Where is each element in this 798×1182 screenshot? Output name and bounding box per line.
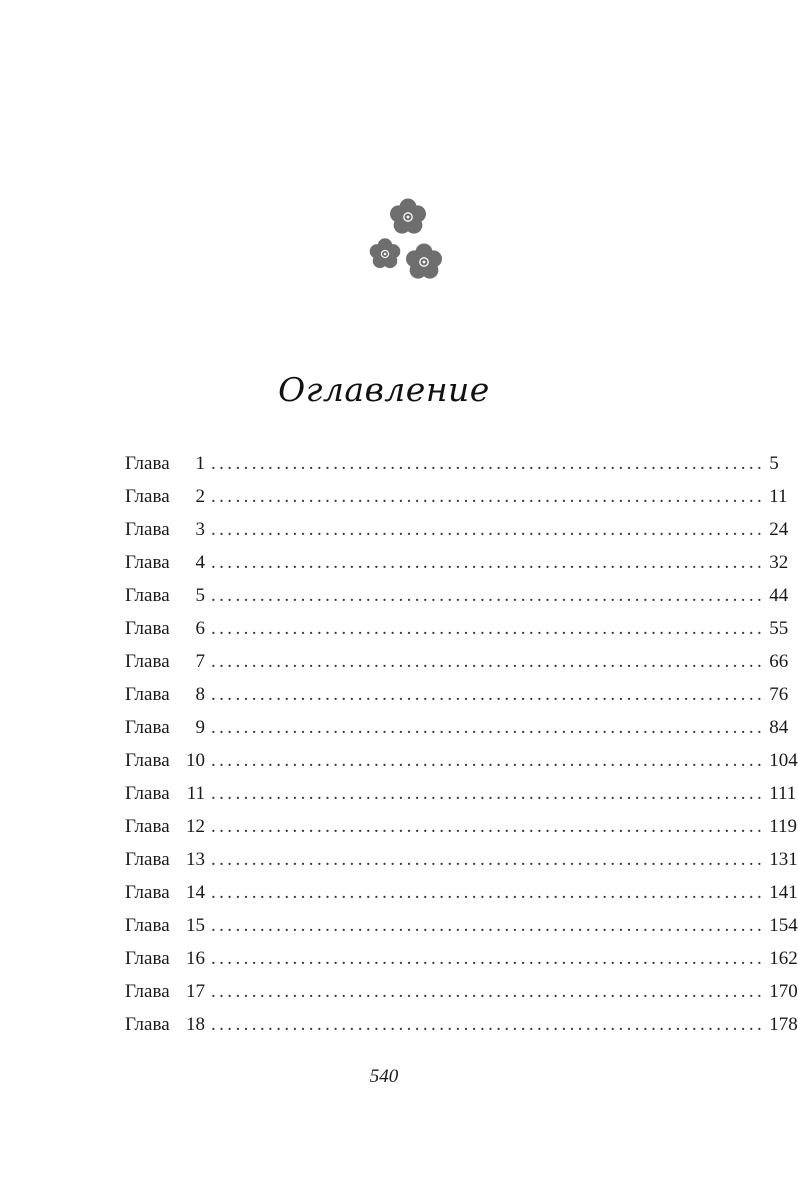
- toc-entry-chapter: 16: [186, 948, 205, 969]
- toc-entry-label: Глава: [125, 453, 170, 474]
- toc-entry-page: 32: [769, 552, 789, 573]
- toc-entry-label: Глава: [125, 618, 170, 639]
- toc-entry-page: 104: [769, 750, 798, 771]
- toc-entry: [125, 683, 789, 716]
- toc-entry-page: 5: [769, 453, 779, 474]
- toc-entry: [125, 980, 798, 1013]
- toc-entry-label: Глава: [125, 882, 170, 903]
- toc-entry: [125, 848, 798, 881]
- toc-entry-leader: ....................................................................: [211, 882, 766, 903]
- toc-entry-leader: ....................................................................: [211, 585, 766, 606]
- toc-entry-leader: ....................................................................: [211, 519, 766, 540]
- toc-entry-chapter: 6: [195, 618, 205, 639]
- toc-entry-chapter: 7: [195, 651, 205, 672]
- toc-entry-label: Глава: [125, 651, 170, 672]
- toc-entry-leader: ....................................................................: [211, 684, 766, 705]
- toc-entry-leader: ....................................................................: [211, 816, 766, 837]
- toc-entry-chapter: 5: [195, 585, 205, 606]
- toc-entry-leader: ....................................................................: [211, 651, 766, 672]
- toc-entry-chapter: 3: [195, 519, 205, 540]
- toc-entry-leader: ....................................................................: [211, 981, 766, 1002]
- toc-entry: [125, 749, 798, 782]
- toc-entry: [125, 716, 789, 749]
- toc-entry-page: 111: [769, 783, 797, 804]
- toc-entry-chapter: 9: [195, 717, 205, 738]
- toc-entry-chapter: 18: [186, 1014, 205, 1035]
- toc-entry-page: 141: [769, 882, 798, 903]
- toc-entry-leader: ....................................................................: [211, 717, 766, 738]
- toc-entry-label: Глава: [125, 1014, 170, 1035]
- toc-entry-page: 84: [769, 717, 789, 738]
- toc-entry-leader: ....................................................................: [211, 948, 766, 969]
- toc-entry-chapter: 8: [195, 684, 205, 705]
- toc-entry: [125, 452, 779, 485]
- toc-entry: [125, 881, 798, 914]
- page-number: 540: [369, 1066, 399, 1087]
- page-title: Оглавление: [278, 370, 490, 409]
- toc-entry-chapter: 1: [195, 453, 205, 474]
- toc-entry-page: 44: [769, 585, 789, 606]
- toc-entry-chapter: 11: [186, 783, 205, 804]
- toc-entry-label: Глава: [125, 981, 170, 1002]
- three-flowers-icon: [364, 194, 448, 284]
- toc-entry-leader: ....................................................................: [211, 849, 766, 870]
- toc-entry-page: 170: [769, 981, 798, 1002]
- toc-entry-leader: ....................................................................: [211, 552, 766, 573]
- toc-entry-label: Глава: [125, 486, 170, 507]
- toc-entry-chapter: 14: [186, 882, 205, 903]
- toc-entry: [125, 551, 789, 584]
- toc-entry-chapter: 10: [186, 750, 205, 771]
- toc-entry-label: Глава: [125, 948, 170, 969]
- toc-entry-chapter: 13: [186, 849, 205, 870]
- toc-entry-chapter: 4: [195, 552, 205, 573]
- toc-entry: [125, 617, 789, 650]
- toc-entry: [125, 485, 788, 518]
- toc-entry-page: 162: [769, 948, 798, 969]
- toc-entry-page: 131: [769, 849, 798, 870]
- toc-entry-page: 178: [769, 1014, 798, 1035]
- toc-entry: [125, 1013, 798, 1046]
- toc-entry-label: Глава: [125, 519, 170, 540]
- toc-entry: [125, 947, 798, 980]
- toc-entry-chapter: 2: [195, 486, 205, 507]
- toc-entry-label: Глава: [125, 684, 170, 705]
- toc-entry-leader: ....................................................................: [211, 618, 766, 639]
- toc-entry-chapter: 12: [186, 816, 205, 837]
- toc-entry-leader: ....................................................................: [211, 486, 766, 507]
- toc-entry: [125, 518, 789, 551]
- toc-entry-label: Глава: [125, 849, 170, 870]
- toc-entry-label: Глава: [125, 816, 170, 837]
- table-of-contents: [125, 452, 798, 1046]
- toc-entry-label: Глава: [125, 585, 170, 606]
- toc-entry-page: 154: [769, 915, 798, 936]
- toc-entry-page: 119: [769, 816, 797, 837]
- toc-entry-page: 11: [769, 486, 788, 507]
- toc-entry-leader: ....................................................................: [211, 915, 766, 936]
- toc-entry-page: 24: [769, 519, 789, 540]
- toc-entry-leader: ....................................................................: [211, 453, 766, 474]
- toc-entry-leader: ....................................................................: [211, 750, 766, 771]
- toc-entry: [125, 782, 797, 815]
- toc-entry-chapter: 15: [186, 915, 205, 936]
- toc-entry-label: Глава: [125, 552, 170, 573]
- toc-entry-page: 66: [769, 651, 789, 672]
- toc-entry-page: 76: [769, 684, 789, 705]
- toc-entry-label: Глава: [125, 915, 170, 936]
- toc-entry: [125, 815, 797, 848]
- toc-entry: [125, 584, 789, 617]
- toc-entry-leader: ....................................................................: [211, 1014, 766, 1035]
- toc-entry: [125, 650, 789, 683]
- toc-entry-leader: ....................................................................: [211, 783, 766, 804]
- toc-entry-page: 55: [769, 618, 789, 639]
- toc-entry-label: Глава: [125, 717, 170, 738]
- toc-entry-label: Глава: [125, 750, 170, 771]
- toc-entry-chapter: 17: [186, 981, 205, 1002]
- toc-entry: [125, 914, 798, 947]
- toc-entry-label: Глава: [125, 783, 170, 804]
